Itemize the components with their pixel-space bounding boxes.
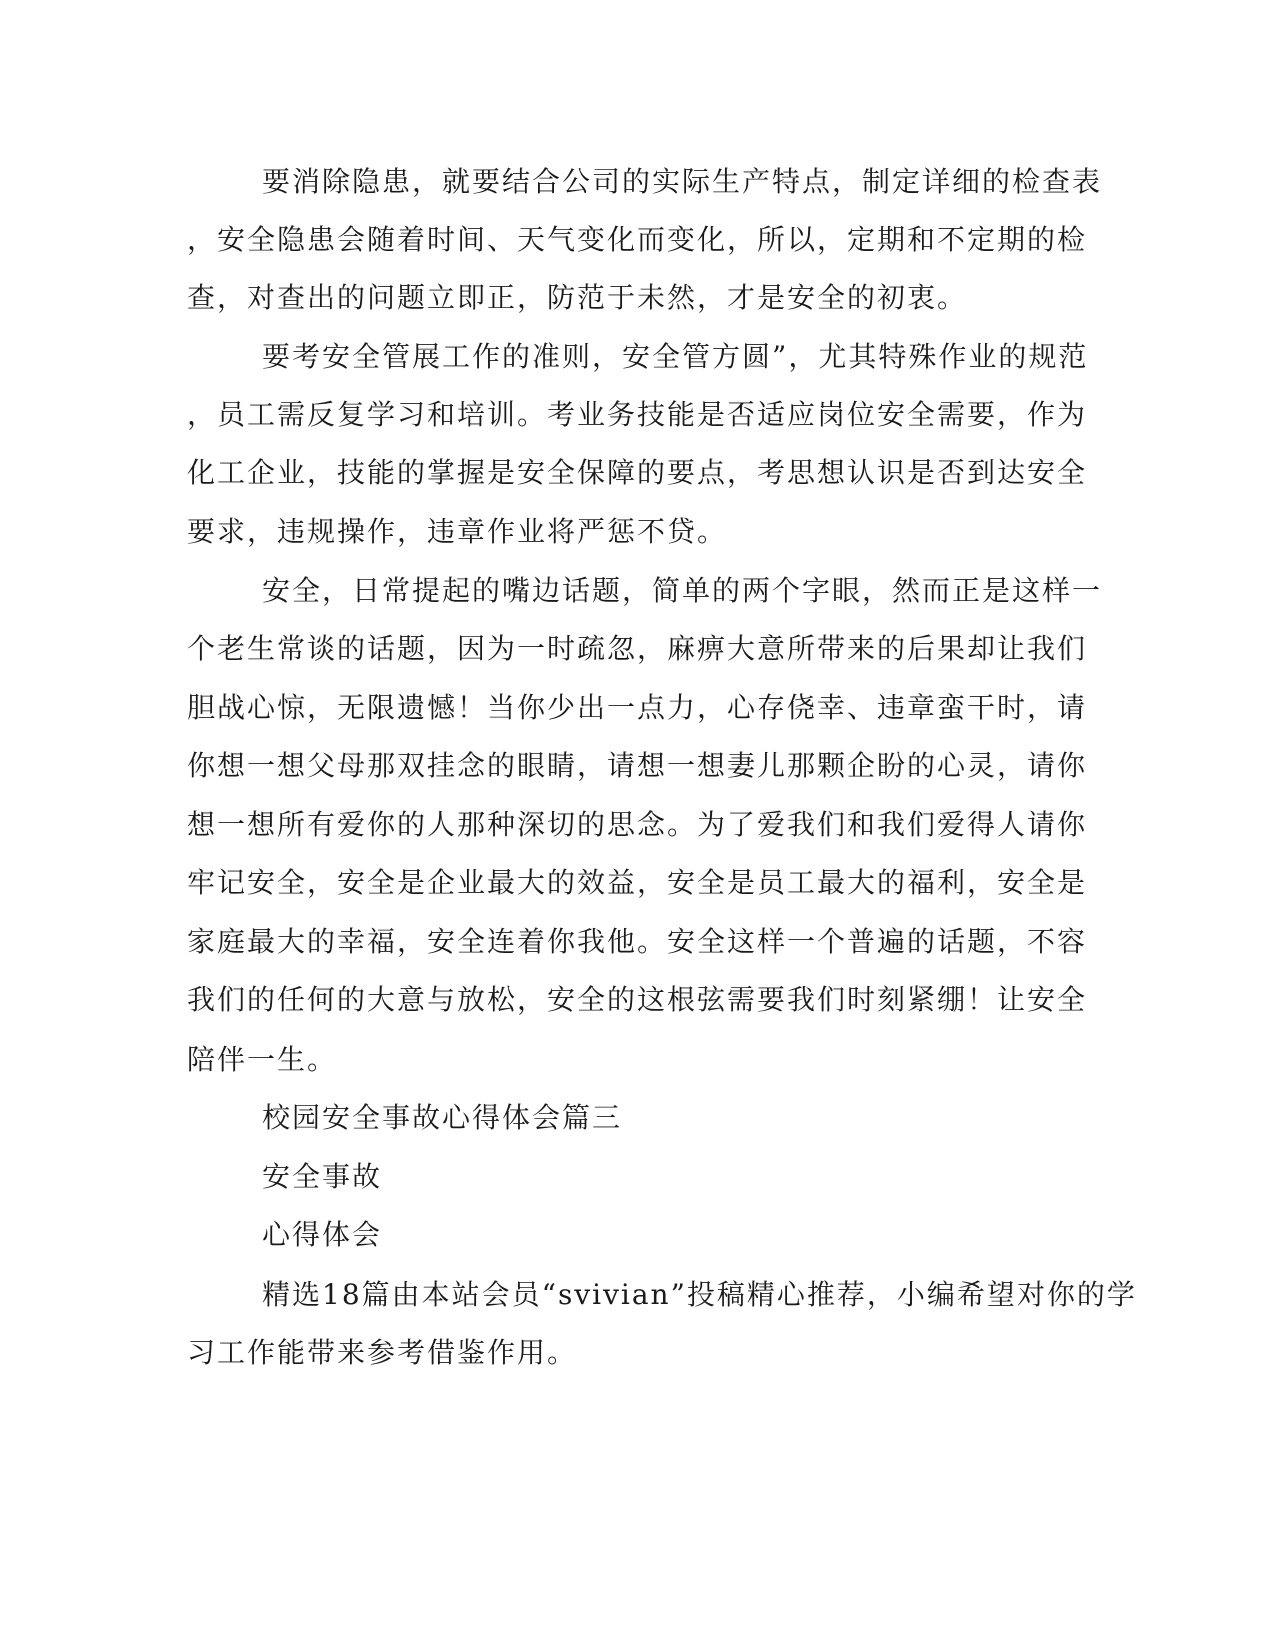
paragraph-3-line-9: 陪伴一生。: [187, 1043, 338, 1076]
keyword-safety-accident: 安全事故: [262, 1160, 383, 1193]
keyword-experience: 心得体会: [262, 1218, 383, 1251]
section-heading: 校园安全事故心得体会篇三: [262, 1101, 623, 1134]
paragraph-2-line-4: 要求，违规操作，违章作业将严惩不贷。: [187, 515, 728, 548]
paragraph-3-line-8: 我们的任何的大意与放松，安全的这根弦需要我们时刻紧绷！让安全: [187, 983, 1088, 1016]
intro-line-2: 习工作能带来参考借鉴作用。: [187, 1336, 578, 1369]
intro-line-1: 精选18篇由本站会员“svivian”投稿精心推荐，小编希望对你的学: [262, 1278, 1137, 1311]
paragraph-1-line-1: 要消除隐患，就要结合公司的实际生产特点，制定详细的检查表: [262, 165, 1103, 198]
paragraph-3-line-3: 胆战心惊，无限遗憾！当你少出一点力，心存侥幸、违章蛮干时，请: [187, 691, 1088, 724]
paragraph-1-line-3: 查，对查出的问题立即正，防范于未然，才是安全的初衷。: [187, 281, 968, 314]
paragraph-3-line-7: 家庭最大的幸福，安全连着你我他。安全这样一个普遍的话题，不容: [187, 925, 1088, 958]
paragraph-3-line-4: 你想一想父母那双挂念的眼睛，请想一想妻儿那颗企盼的心灵，请你: [187, 749, 1088, 782]
paragraph-3-line-6: 牢记安全，安全是企业最大的效益，安全是员工最大的福利，安全是: [187, 866, 1088, 899]
paragraph-1-line-2: ，安全隐患会随着时间、天气变化而变化，所以，定期和不定期的检: [187, 223, 1088, 256]
paragraph-3-line-2: 个老生常谈的话题，因为一时疏忽，麻痹大意所带来的后果却让我们: [187, 632, 1088, 665]
paragraph-2-line-3: 化工企业，技能的掌握是安全保障的要点，考思想认识是否到达安全: [187, 456, 1088, 489]
paragraph-2-line-1: 要考安全管展工作的准则，安全管方圆”，尤其特殊作业的规范: [262, 340, 1089, 373]
paragraph-3-line-1: 安全，日常提起的嘴边话题，简单的两个字眼，然而正是这样一: [262, 574, 1103, 607]
paragraph-3-line-5: 想一想所有爱你的人那种深切的思念。为了爱我们和我们爱得人请你: [187, 808, 1088, 841]
paragraph-2-line-2: ，员工需反复学习和培训。考业务技能是否适应岗位安全需要，作为: [187, 398, 1088, 431]
